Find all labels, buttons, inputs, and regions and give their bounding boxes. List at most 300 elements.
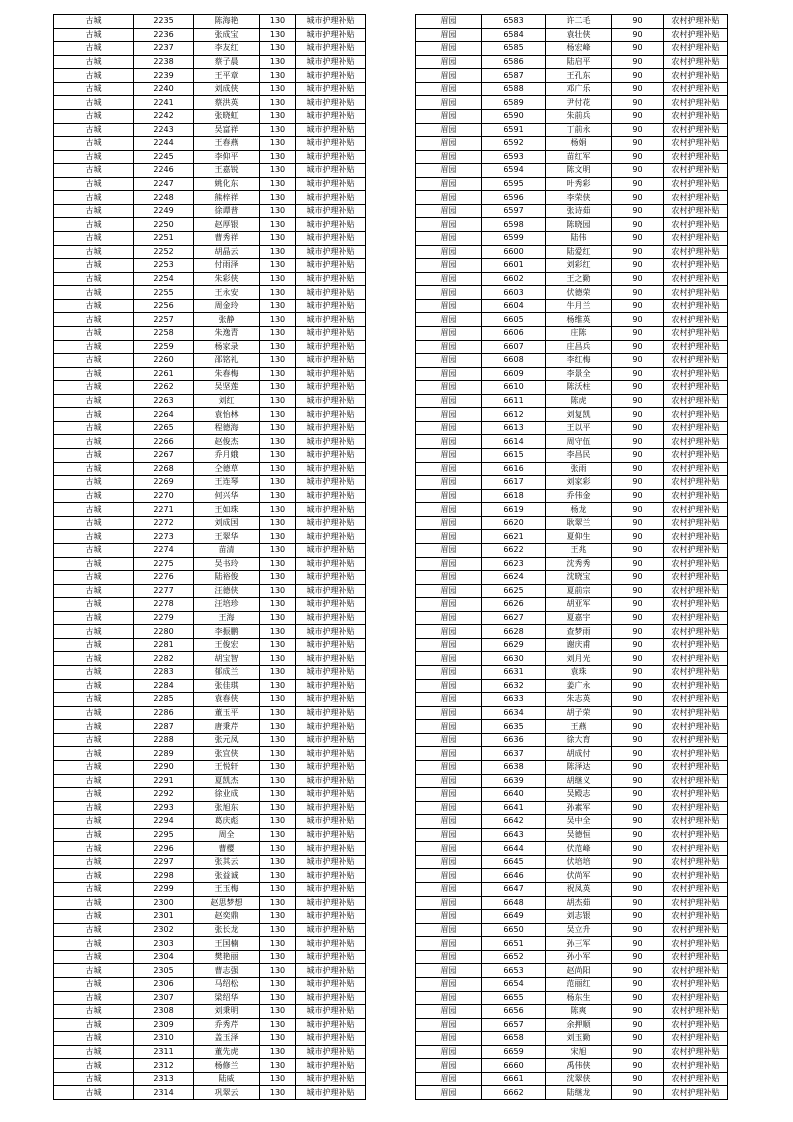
cell-name: 庄昌兵 xyxy=(546,340,612,354)
cell-subsidy-type: 农村护理补贴 xyxy=(664,1045,728,1059)
cell-name: 李景全 xyxy=(546,367,612,381)
cell-town: 眉园 xyxy=(416,896,482,910)
cell-subsidy-type: 农村护理补贴 xyxy=(664,801,728,815)
cell-amount: 130 xyxy=(260,774,296,788)
table-row xyxy=(54,15,366,29)
cell-name: 杨维英 xyxy=(546,313,612,327)
cell-serial: 2249 xyxy=(134,204,194,218)
cell-subsidy-type: 城市护理补贴 xyxy=(296,82,366,96)
cell-serial: 2299 xyxy=(134,883,194,897)
cell-subsidy-type: 城市护理补贴 xyxy=(296,543,366,557)
cell-subsidy-type: 农村护理补贴 xyxy=(664,137,728,151)
cell-serial: 6647 xyxy=(482,883,546,897)
cell-serial: 6609 xyxy=(482,367,546,381)
cell-town: 古城 xyxy=(54,571,134,585)
cell-name: 程德海 xyxy=(194,421,260,435)
cell-name: 杨龙 xyxy=(546,503,612,517)
cell-subsidy-type: 农村护理补贴 xyxy=(664,923,728,937)
cell-town: 眉园 xyxy=(416,964,482,978)
table-row xyxy=(54,598,366,612)
cell-amount: 130 xyxy=(260,150,296,164)
cell-name: 曹樱 xyxy=(194,842,260,856)
cell-amount: 130 xyxy=(260,15,296,29)
cell-town: 眉园 xyxy=(416,272,482,286)
cell-serial: 6616 xyxy=(482,462,546,476)
cell-town: 古城 xyxy=(54,557,134,571)
cell-subsidy-type: 农村护理补贴 xyxy=(664,516,728,530)
cell-amount: 130 xyxy=(260,204,296,218)
cell-amount: 90 xyxy=(612,855,664,869)
table-row xyxy=(54,923,366,937)
table-row xyxy=(416,869,728,883)
table-row xyxy=(54,367,366,381)
table-row xyxy=(54,326,366,340)
cell-amount: 130 xyxy=(260,760,296,774)
cell-town: 古城 xyxy=(54,598,134,612)
table-row xyxy=(54,96,366,110)
cell-name: 陈文明 xyxy=(546,164,612,178)
cell-town: 古城 xyxy=(54,299,134,313)
cell-subsidy-type: 城市护理补贴 xyxy=(296,760,366,774)
table-row xyxy=(54,123,366,137)
cell-subsidy-type: 城市护理补贴 xyxy=(296,381,366,395)
cell-serial: 6615 xyxy=(482,449,546,463)
table-row xyxy=(416,543,728,557)
cell-name: 夏凯杰 xyxy=(194,774,260,788)
cell-name: 伏尚军 xyxy=(546,869,612,883)
cell-amount: 130 xyxy=(260,381,296,395)
cell-amount: 90 xyxy=(612,1005,664,1019)
cell-subsidy-type: 城市护理补贴 xyxy=(296,516,366,530)
table-row xyxy=(54,516,366,530)
cell-serial: 6601 xyxy=(482,259,546,273)
cell-serial: 6653 xyxy=(482,964,546,978)
cell-town: 眉园 xyxy=(416,28,482,42)
cell-subsidy-type: 农村护理补贴 xyxy=(664,666,728,680)
table-row xyxy=(416,96,728,110)
cell-amount: 90 xyxy=(612,883,664,897)
cell-amount: 130 xyxy=(260,828,296,842)
cell-town: 古城 xyxy=(54,123,134,137)
cell-town: 眉园 xyxy=(416,774,482,788)
cell-name: 刘家彩 xyxy=(546,476,612,490)
cell-name: 杨修兰 xyxy=(194,1059,260,1073)
table-row xyxy=(54,530,366,544)
cell-name: 赵奕鼎 xyxy=(194,910,260,924)
cell-serial: 2259 xyxy=(134,340,194,354)
table-row xyxy=(416,313,728,327)
cell-serial: 2285 xyxy=(134,693,194,707)
cell-amount: 130 xyxy=(260,503,296,517)
cell-subsidy-type: 农村护理补贴 xyxy=(664,164,728,178)
cell-town: 古城 xyxy=(54,1086,134,1100)
table-row xyxy=(416,693,728,707)
cell-name: 李昌民 xyxy=(546,449,612,463)
cell-serial: 2286 xyxy=(134,706,194,720)
cell-subsidy-type: 城市护理补贴 xyxy=(296,259,366,273)
cell-town: 眉园 xyxy=(416,855,482,869)
cell-amount: 90 xyxy=(612,150,664,164)
cell-serial: 6625 xyxy=(482,584,546,598)
cell-subsidy-type: 城市护理补贴 xyxy=(296,828,366,842)
table-row xyxy=(54,625,366,639)
cell-name: 乔秀芹 xyxy=(194,1018,260,1032)
cell-subsidy-type: 农村护理补贴 xyxy=(664,638,728,652)
cell-town: 古城 xyxy=(54,449,134,463)
cell-town: 眉园 xyxy=(416,910,482,924)
table-row xyxy=(54,937,366,951)
cell-town: 眉园 xyxy=(416,164,482,178)
cell-subsidy-type: 城市护理补贴 xyxy=(296,625,366,639)
cell-town: 古城 xyxy=(54,381,134,395)
cell-town: 古城 xyxy=(54,408,134,422)
table-row xyxy=(54,720,366,734)
table-row xyxy=(54,164,366,178)
cell-town: 眉园 xyxy=(416,611,482,625)
cell-town: 眉园 xyxy=(416,516,482,530)
table-row xyxy=(54,408,366,422)
table-row xyxy=(416,760,728,774)
cell-amount: 130 xyxy=(260,1086,296,1100)
cell-serial: 2238 xyxy=(134,55,194,69)
cell-name: 姚化东 xyxy=(194,177,260,191)
cell-amount: 130 xyxy=(260,489,296,503)
cell-serial: 2305 xyxy=(134,964,194,978)
table-row xyxy=(54,557,366,571)
cell-amount: 130 xyxy=(260,964,296,978)
table-row xyxy=(416,476,728,490)
cell-amount: 130 xyxy=(260,96,296,110)
table-row xyxy=(416,720,728,734)
cell-subsidy-type: 城市护理补贴 xyxy=(296,69,366,83)
cell-name: 盖玉泽 xyxy=(194,1032,260,1046)
cell-name: 董玉平 xyxy=(194,706,260,720)
cell-town: 眉园 xyxy=(416,69,482,83)
cell-amount: 90 xyxy=(612,381,664,395)
cell-serial: 2302 xyxy=(134,923,194,937)
cell-name: 张静 xyxy=(194,313,260,327)
cell-town: 古城 xyxy=(54,584,134,598)
table-row xyxy=(54,638,366,652)
cell-subsidy-type: 城市护理补贴 xyxy=(296,869,366,883)
table-row xyxy=(54,842,366,856)
cell-subsidy-type: 城市护理补贴 xyxy=(296,611,366,625)
cell-name: 杨东生 xyxy=(546,991,612,1005)
cell-name: 祝凤英 xyxy=(546,883,612,897)
cell-name: 谢庆甫 xyxy=(546,638,612,652)
cell-name: 孙三军 xyxy=(546,937,612,951)
cell-name: 王燕 xyxy=(546,720,612,734)
cell-town: 古城 xyxy=(54,137,134,151)
cell-amount: 130 xyxy=(260,449,296,463)
table-row xyxy=(416,245,728,259)
cell-serial: 2282 xyxy=(134,652,194,666)
cell-town: 古城 xyxy=(54,747,134,761)
cell-name: 胡子荣 xyxy=(546,706,612,720)
cell-amount: 90 xyxy=(612,557,664,571)
cell-amount: 90 xyxy=(612,788,664,802)
cell-name: 朱志英 xyxy=(546,693,612,707)
cell-town: 古城 xyxy=(54,1045,134,1059)
table-row xyxy=(54,394,366,408)
cell-name: 张成宝 xyxy=(194,28,260,42)
cell-serial: 6661 xyxy=(482,1072,546,1086)
cell-serial: 2276 xyxy=(134,571,194,585)
cell-town: 眉园 xyxy=(416,299,482,313)
cell-town: 眉园 xyxy=(416,259,482,273)
cell-name: 陈晓园 xyxy=(546,218,612,232)
cell-subsidy-type: 农村护理补贴 xyxy=(664,476,728,490)
cell-amount: 130 xyxy=(260,1059,296,1073)
cell-subsidy-type: 城市护理补贴 xyxy=(296,598,366,612)
cell-name: 吴坚莲 xyxy=(194,381,260,395)
cell-town: 眉园 xyxy=(416,449,482,463)
cell-subsidy-type: 农村护理补贴 xyxy=(664,204,728,218)
cell-serial: 2297 xyxy=(134,855,194,869)
cell-amount: 90 xyxy=(612,299,664,313)
cell-town: 古城 xyxy=(54,828,134,842)
cell-town: 古城 xyxy=(54,82,134,96)
cell-name: 王孔东 xyxy=(546,69,612,83)
cell-name: 陆启平 xyxy=(546,55,612,69)
cell-subsidy-type: 农村护理补贴 xyxy=(664,367,728,381)
cell-subsidy-type: 城市护理补贴 xyxy=(296,489,366,503)
cell-town: 眉园 xyxy=(416,381,482,395)
table-row xyxy=(54,571,366,585)
cell-serial: 6649 xyxy=(482,910,546,924)
cell-subsidy-type: 农村护理补贴 xyxy=(664,977,728,991)
cell-serial: 6630 xyxy=(482,652,546,666)
cell-amount: 90 xyxy=(612,462,664,476)
cell-subsidy-type: 城市护理补贴 xyxy=(296,923,366,937)
table-row xyxy=(416,910,728,924)
cell-amount: 130 xyxy=(260,1005,296,1019)
cell-town: 眉园 xyxy=(416,625,482,639)
cell-town: 古城 xyxy=(54,259,134,273)
cell-name: 乔伟金 xyxy=(546,489,612,503)
cell-serial: 6604 xyxy=(482,299,546,313)
cell-town: 眉园 xyxy=(416,937,482,951)
table-row xyxy=(416,896,728,910)
cell-serial: 2274 xyxy=(134,543,194,557)
table-row xyxy=(54,950,366,964)
cell-subsidy-type: 城市护理补贴 xyxy=(296,720,366,734)
table-row xyxy=(416,367,728,381)
cell-subsidy-type: 农村护理补贴 xyxy=(664,828,728,842)
cell-name: 袁珠 xyxy=(546,666,612,680)
cell-town: 眉园 xyxy=(416,693,482,707)
cell-serial: 2267 xyxy=(134,449,194,463)
cell-serial: 2288 xyxy=(134,733,194,747)
cell-subsidy-type: 农村护理补贴 xyxy=(664,815,728,829)
table-row xyxy=(416,462,728,476)
cell-name: 张长龙 xyxy=(194,923,260,937)
cell-serial: 2265 xyxy=(134,421,194,435)
cell-amount: 90 xyxy=(612,394,664,408)
cell-subsidy-type: 农村护理补贴 xyxy=(664,1032,728,1046)
cell-name: 陈虎 xyxy=(546,394,612,408)
cell-subsidy-type: 农村护理补贴 xyxy=(664,625,728,639)
table-row xyxy=(416,218,728,232)
cell-town: 古城 xyxy=(54,516,134,530)
cell-serial: 2244 xyxy=(134,137,194,151)
cell-name: 赵厚银 xyxy=(194,218,260,232)
cell-amount: 90 xyxy=(612,272,664,286)
cell-amount: 130 xyxy=(260,394,296,408)
cell-subsidy-type: 农村护理补贴 xyxy=(664,557,728,571)
table-row xyxy=(54,679,366,693)
cell-amount: 130 xyxy=(260,1045,296,1059)
cell-amount: 130 xyxy=(260,218,296,232)
table-row xyxy=(416,1045,728,1059)
cell-subsidy-type: 农村护理补贴 xyxy=(664,869,728,883)
table-row xyxy=(416,177,728,191)
cell-serial: 6621 xyxy=(482,530,546,544)
table-row xyxy=(416,381,728,395)
cell-serial: 2311 xyxy=(134,1045,194,1059)
cell-town: 古城 xyxy=(54,950,134,964)
cell-name: 沈翠侠 xyxy=(546,1072,612,1086)
table-row xyxy=(54,177,366,191)
table-row xyxy=(54,1045,366,1059)
cell-amount: 130 xyxy=(260,408,296,422)
cell-amount: 130 xyxy=(260,666,296,680)
cell-serial: 2290 xyxy=(134,760,194,774)
cell-subsidy-type: 城市护理补贴 xyxy=(296,706,366,720)
cell-serial: 6639 xyxy=(482,774,546,788)
cell-subsidy-type: 农村护理补贴 xyxy=(664,747,728,761)
cell-amount: 130 xyxy=(260,869,296,883)
cell-amount: 130 xyxy=(260,598,296,612)
cell-name: 乔月娥 xyxy=(194,449,260,463)
cell-town: 古城 xyxy=(54,476,134,490)
cell-serial: 6592 xyxy=(482,137,546,151)
cell-amount: 130 xyxy=(260,476,296,490)
cell-town: 眉园 xyxy=(416,1032,482,1046)
cell-serial: 2287 xyxy=(134,720,194,734)
cell-amount: 90 xyxy=(612,543,664,557)
cell-serial: 2303 xyxy=(134,937,194,951)
cell-amount: 130 xyxy=(260,340,296,354)
cell-serial: 2306 xyxy=(134,977,194,991)
table-row xyxy=(416,259,728,273)
cell-subsidy-type: 城市护理补贴 xyxy=(296,638,366,652)
table-row xyxy=(416,1032,728,1046)
cell-name: 王连琴 xyxy=(194,476,260,490)
cell-name: 葛庆彪 xyxy=(194,815,260,829)
cell-town: 眉园 xyxy=(416,869,482,883)
cell-name: 陈泽达 xyxy=(546,760,612,774)
cell-amount: 90 xyxy=(612,340,664,354)
cell-name: 蔡子晨 xyxy=(194,55,260,69)
cell-serial: 6620 xyxy=(482,516,546,530)
cell-subsidy-type: 城市护理补贴 xyxy=(296,394,366,408)
cell-subsidy-type: 城市护理补贴 xyxy=(296,774,366,788)
cell-subsidy-type: 城市护理补贴 xyxy=(296,177,366,191)
cell-serial: 2235 xyxy=(134,15,194,29)
cell-serial: 2279 xyxy=(134,611,194,625)
cell-town: 眉园 xyxy=(416,204,482,218)
cell-name: 范丽红 xyxy=(546,977,612,991)
cell-town: 眉园 xyxy=(416,462,482,476)
table-row xyxy=(416,652,728,666)
cell-serial: 2246 xyxy=(134,164,194,178)
cell-subsidy-type: 农村护理补贴 xyxy=(664,1059,728,1073)
cell-town: 古城 xyxy=(54,964,134,978)
cell-amount: 90 xyxy=(612,259,664,273)
cell-serial: 6658 xyxy=(482,1032,546,1046)
cell-serial: 2253 xyxy=(134,259,194,273)
cell-amount: 90 xyxy=(612,747,664,761)
cell-name: 袁怡林 xyxy=(194,408,260,422)
table-row xyxy=(416,964,728,978)
cell-subsidy-type: 农村护理补贴 xyxy=(664,788,728,802)
cell-name: 陆裕俊 xyxy=(194,571,260,585)
table-row xyxy=(54,354,366,368)
cell-subsidy-type: 城市护理补贴 xyxy=(296,15,366,29)
cell-subsidy-type: 城市护理补贴 xyxy=(296,883,366,897)
cell-name: 王春燕 xyxy=(194,137,260,151)
cell-serial: 2280 xyxy=(134,625,194,639)
cell-amount: 130 xyxy=(260,788,296,802)
cell-serial: 6656 xyxy=(482,1005,546,1019)
cell-town: 古城 xyxy=(54,774,134,788)
table-row xyxy=(416,299,728,313)
cell-amount: 90 xyxy=(612,367,664,381)
cell-serial: 2313 xyxy=(134,1072,194,1086)
cell-amount: 90 xyxy=(612,666,664,680)
table-row xyxy=(54,896,366,910)
cell-amount: 90 xyxy=(612,693,664,707)
cell-serial: 6652 xyxy=(482,950,546,964)
cell-town: 眉园 xyxy=(416,760,482,774)
cell-name: 陆继龙 xyxy=(546,1086,612,1100)
cell-amount: 90 xyxy=(612,706,664,720)
cell-serial: 2239 xyxy=(134,69,194,83)
cell-subsidy-type: 农村护理补贴 xyxy=(664,883,728,897)
cell-amount: 90 xyxy=(612,774,664,788)
right-subsidy-table xyxy=(415,14,728,1100)
cell-amount: 90 xyxy=(612,354,664,368)
cell-subsidy-type: 城市护理补贴 xyxy=(296,245,366,259)
cell-name: 胡晶云 xyxy=(194,245,260,259)
cell-amount: 130 xyxy=(260,883,296,897)
cell-name: 吴德恒 xyxy=(546,828,612,842)
cell-serial: 2236 xyxy=(134,28,194,42)
cell-town: 古城 xyxy=(54,313,134,327)
cell-amount: 90 xyxy=(612,760,664,774)
cell-subsidy-type: 城市护理补贴 xyxy=(296,367,366,381)
cell-town: 古城 xyxy=(54,869,134,883)
cell-serial: 6608 xyxy=(482,354,546,368)
cell-name: 苗红军 xyxy=(546,150,612,164)
cell-serial: 6611 xyxy=(482,394,546,408)
cell-name: 刘志银 xyxy=(546,910,612,924)
cell-subsidy-type: 农村护理补贴 xyxy=(664,394,728,408)
cell-serial: 2292 xyxy=(134,788,194,802)
cell-serial: 6617 xyxy=(482,476,546,490)
cell-subsidy-type: 城市护理补贴 xyxy=(296,28,366,42)
cell-subsidy-type: 城市护理补贴 xyxy=(296,408,366,422)
cell-town: 眉园 xyxy=(416,326,482,340)
cell-name: 胡亚军 xyxy=(546,598,612,612)
table-row xyxy=(416,449,728,463)
cell-serial: 2263 xyxy=(134,394,194,408)
cell-name: 刘彩红 xyxy=(546,259,612,273)
cell-town: 眉园 xyxy=(416,666,482,680)
cell-name: 张旭东 xyxy=(194,801,260,815)
cell-town: 眉园 xyxy=(416,530,482,544)
